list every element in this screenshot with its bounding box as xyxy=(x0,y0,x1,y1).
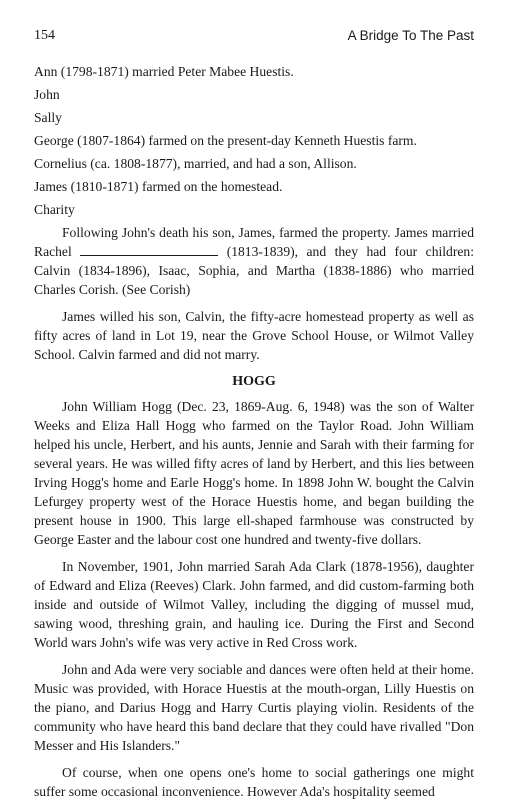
child-entry: Cornelius (ca. 1808-1877), married, and had a son, Allison. xyxy=(34,156,357,171)
paragraph-calvin: James willed his son, Calvin, the fifty-acre homestead property as well as fifty acres of land in Lot 19, near the Grove School House, or Wilmot Valley School. Calvin farmed and did not marry. xyxy=(34,309,474,362)
section-heading: HOGG xyxy=(232,374,276,389)
page-header xyxy=(34,28,474,44)
paragraph-text-after-blank: (1813-1839), and they had four children: Calvin (1834-1896), Isaac, Sophia, and Martha (1838-1886) who married Charles Corish. (See Corish) xyxy=(34,244,474,297)
child-entry: Ann (1798-1871) married Peter Mabee Huestis. xyxy=(34,64,294,79)
paragraph-text-before-blank: Following John's death his son, James, farmed the property. James married Rachel xyxy=(34,225,474,259)
running-title: A Bridge To The Past xyxy=(347,28,474,43)
child-entry: John xyxy=(34,87,60,102)
paragraph: John William Hogg (Dec. 23, 1869-Aug. 6, 1948) was the son of Walter Weeks and Eliza Hall Hogg who farmed on the Taylor Road. John William helped his uncle, Herbert, and his aunts, Jennie and Sarah with their farming for several years. He was willed fifty acres of land by Herbert, and this lies between Irving Hogg's home and Earle Hogg's home. In 1898 John W. bought the Calvin Lefurgey property west of the Horace Huestis home, and began building the present house in 1900. This large ell-shaped farmhouse was constructed by George Easter and the labour cost one hundred and twenty-five dollars. xyxy=(34,399,474,547)
paragraph: John and Ada were very sociable and dances were often held at their home. Music was provided, with Horace Huestis at the mouth-organ, Lilly Huestis on the piano, and Darius Hogg and Harry Curtis playing violin. Residents of the community who have heard this band declare that they could have rivalled "Don Messer and His Islanders." xyxy=(34,662,474,753)
page-number: 154 xyxy=(34,28,55,43)
child-entry: Charity xyxy=(34,202,75,217)
page-body xyxy=(34,62,474,809)
child-entry: George (1807-1864) farmed on the present-day Kenneth Huestis farm. xyxy=(34,133,417,148)
paragraph: In November, 1901, John married Sarah Ada Clark (1878-1956), daughter of Edward and Eliza (Reeves) Clark. John farmed, and did custom-farming both inside and outside of Wilmot Valley, including the digging of mussel mud, sawing wood, threshing grain, and hauling ice. During the First and Second World wars John's wife was very active in Red Cross work. xyxy=(34,559,474,650)
child-entry: James (1810-1871) farmed on the homestead. xyxy=(34,179,283,194)
child-entry: Sally xyxy=(34,110,62,125)
blank-surname-line xyxy=(80,243,218,256)
children-list xyxy=(34,62,474,219)
paragraph-james-rachel xyxy=(34,223,474,299)
paragraph: Of course, when one opens one's home to social gatherings one might suffer some occasional inconvenience. However Ada's hospitality seemed xyxy=(34,765,474,799)
